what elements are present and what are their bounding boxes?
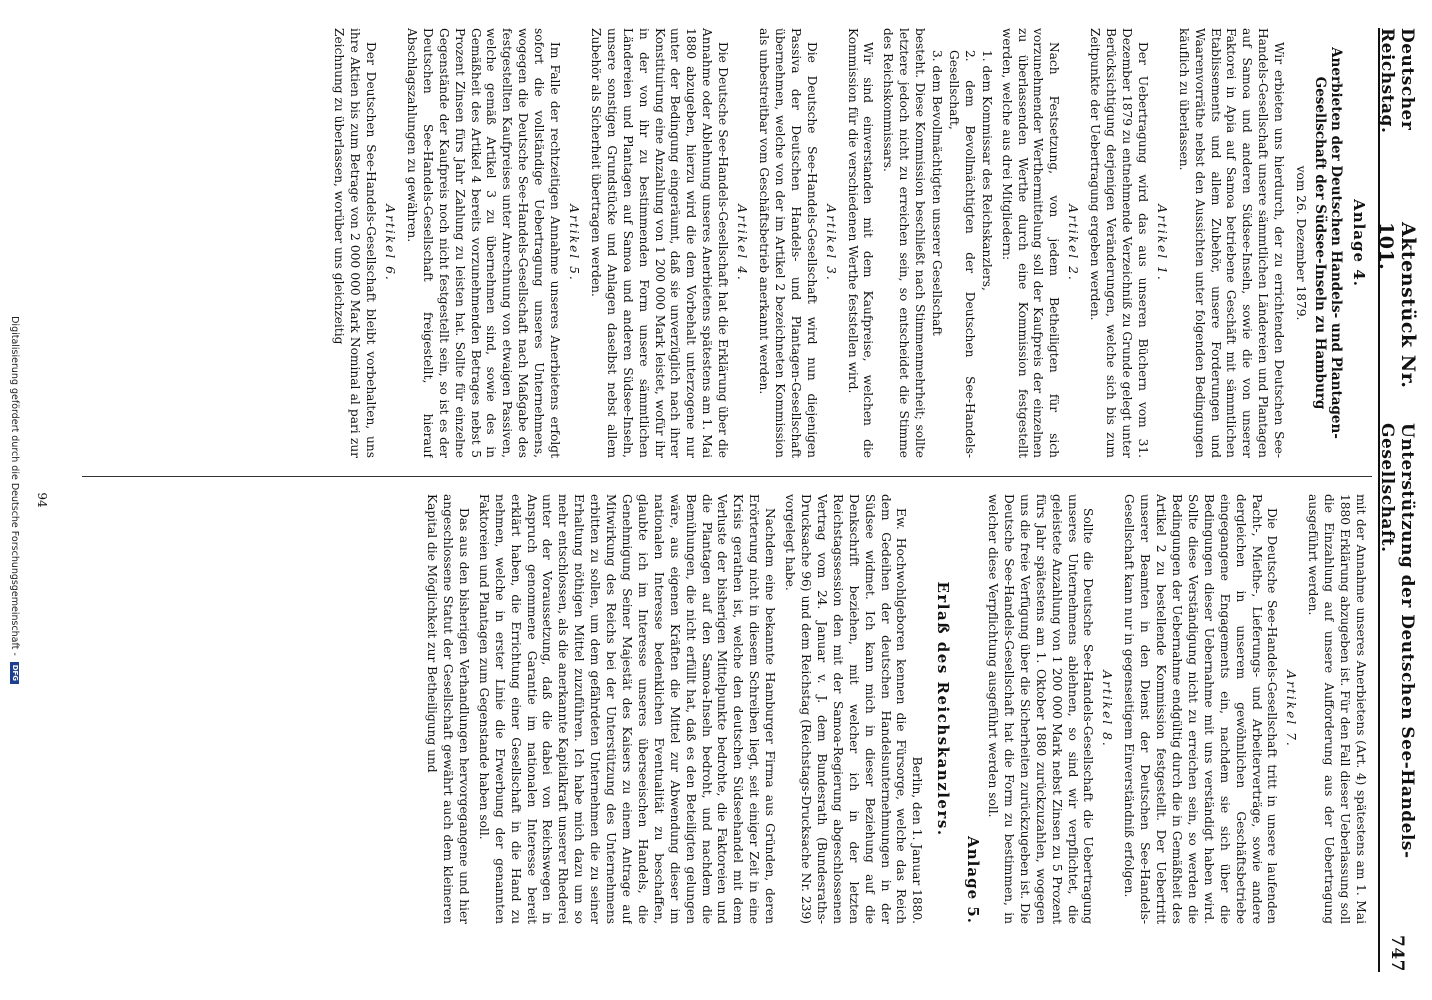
offer-heading: Anerbieten der Deutschen Handels- und Plantagen-Gesellschaft der Südsee-Inseln zu Hamburg — [1312, 47, 1345, 439]
article-3-title: Artikel 3. — [823, 204, 838, 282]
article-7-text: Die Deutsche See-Handels-Gesellschaft tritt in unsere laufenden Pacht-, Miethe-, Lieferungs- und Arbeiterverträge, sowie andere dergleichen in unserem gewöhnlichen Geschäftsbetriebe eingegangene Engagements ein, nachdem sie sich über die Bedingungen dieser Uebernahme mit uns verständigt haben wird. Sollte diese Verständigung nicht zu erreichen sein, so werden die Bedingungen der Uebernahme endgültig durch die in Gemäßheit des Artikel 2 zu bestellende Kommission festgestellt. Der Uebertritt unserer Beamten in den Dienst der Deutschen See-Handels-Gesellschaft kann nur in gegenseitigem Einverständniß erfolgen. — [1122, 494, 1280, 924]
anlage-4-label: Anlage 4. — [1350, 199, 1368, 287]
article-8-text: Sollte die Deutsche See-Handels-Gesellschaft die Uebertragung unseres Unternehmens ablehnen, so sind wir verpflichtet, die geleistete Anzahlung von 1 200 000 Mark nebst Zinsen zu 5 Prozent fürs Jahr spätestens am 1. Oktober 1880 zurückzuzahlen, wogegen uns die freie Verfügung über die Sicherheiten zurückzugeben ist. Die Deutsche See-Handels-Gesellschaft hat die Form zu bestimmen, in welcher diese Verpflichtung ausgeführt werden soll. — [986, 494, 1096, 924]
erlass-paragraph-1: Ew. Hochwohlgeboren kennen die Fürsorge, welche das Reich dem Gedeihen der deutschen Handelsunternehmungen in der Südsee widmet. Ich kann mich in dieser Beziehung auf die Denkschrift beziehen, mit welcher ich in der letzten Reichstagssession den mit der Samoa-Regierung abgeschlossenen Vertrag vom 24. Januar v. J. dem Bundesrath (Bundesraths-Drucksache 96) und dem Reichstag (Reichstags-Drucksache Nr. 239) vorgelegt habe. — [783, 494, 909, 924]
article-5-text: Im Falle der rechtzeitigen Annahme unseres Anerbietens erfolgt sofort die vollständige Uebertragung unseres Unternehmens, wogegen die Deutsche See-Handels-Gesellschaft nach Maßgabe des festgestellten Kaufpreises unter Anrechnung von etwaigen Passiven, welche gemäß Artikel 3 zu übernehmen sind, sowie des in Gemäßheit des Artikel 4 bereits vorzunehmenden Betrages nebst 5 Prozent Zinsen fürs Jahr Zahlung zu leisten hat. Sollte für einzelne Gegenstände der Kaufpreis noch nicht festgestellt sein, so ist es der Deutschen See-Handels-Gesellschaft freigestellt, hierauf Abschlagszahlungen zu gewähren. — [404, 28, 563, 458]
right-column — [83, 494, 1368, 924]
article-2-text-2: besteht. Diese Kommission beschließt nach Stimmenmehrheit; sollte letztere jedoch nicht zu erreichen sein, so entscheidet die Stimme des Reichskommissars. — [881, 28, 928, 458]
erlass-paragraph-3: Das aus den bisherigen Verhandlungen hervorgegangene und hier angeschlossene Statut der Gesellschaft gewährt auch dem kleineren Kapital die Möglichkeit zur Betheiligung und — [425, 494, 471, 924]
offer-intro: Wir erbieten uns hierdurch, der zu errichtenden Deutschen See-Handels-Gesellschaft unsere sämmtlichen Ländereien und Plantagen auf Samoa und anderen Südsee-Inseln, sowie die von unserer Faktorei in Apia auf Samoa betriebene Geschäft mit sämmtlichen Etablissements und allem Zubehör, unsere Forderungen und Waarenvorräthe nebst den Aussichten unter folgenden Bedingungen käuflich zu überlassen. — [1176, 28, 1287, 458]
page-number: 747 — [1387, 935, 1407, 972]
header-middle: Aktenstück Nr. 101. — [1375, 222, 1419, 389]
anlage-5-label: Anlage 5. — [964, 836, 983, 924]
article-8-title: Artikel 8. — [1100, 670, 1115, 748]
list-item: 1. dem Kommissar des Reichskanzlers, — [979, 50, 994, 291]
erlass-place-date: Berlin, den 1. Januar 1880. — [910, 756, 925, 924]
header-left: Deutscher Reichstag. — [1377, 28, 1417, 134]
article-1-text: Der Uebertragung wird das aus unseren Büchern vom 31. Dezember 1879 zu entnehmende Verzeichniß zu Grunde gelegt unter Berücksichtigung derjenigen Veränderungen, welche sich bis zum Zeitpunkte der Uebertragung ergeben werden. — [1088, 28, 1150, 458]
article-3-text: Die Deutsche See-Handels-Gesellschaft wird nun diejenigen Passiva der Deutschen Handels- und Plantagen-Gesellschaft übernehmen, welche von der im Artikel 2 bezeichneten Kommission als unbestreitbar vom Geschäftsbetrieb anerkannt werden. — [757, 28, 819, 458]
erlass-paragraph-2: Nachdem eine bekannte Hamburger Firma aus Gründen, deren Erörterung nicht in diesem Schreiben liegt, seit einiger Zeit in eine Krisis gerathen ist, welche den deutschen Südseehandel mit dem Verluste der bisherigen Mittelpunkte bedrohte, die Faktoreien und die Plantagen auf den Samoa-Inseln bedroht, und nachdem die Bemühungen, die nicht erfüllt hat, daß es den Beteiligten gelungen wäre, aus eigenen Kräften die Mittel zur Abwendung dieser im nationalen Interesse bedenklichen Eventualität zu beschaffen, glaubte ich im Interesse unseres überseeischen Handels, die Genehmigung Seiner Majestät des Kaisers zu einem Antrage auf Mitwirkung des Reichs bei der Unterstützung des Unternehmens erbitten zu sollen, um dem gefährdeten Unternehmen die zu seiner Erhaltung nöthigen Mittel zuzuführen. Ich habe mich dazu um so mehr entschlossen, als die anerkannte Kapitalkraft unserer Rhederei unter der Voraussetzung, daß die dabei von Reichswegen in Anspruch genommene Garantie im nationalen Interesse bereit erklärt haben, die Errichtung einer Gesellschaft in die Hand zu nehmen, welche in erster Linie die Erwerbung der genannten Faktoreien und Plantagen zum Gegenstande haben soll. — [476, 494, 778, 924]
running-header — [1375, 28, 1419, 972]
offer-date: vom 26. Dezember 1879. — [1294, 165, 1309, 321]
article-5-title: Artikel 5. — [567, 204, 582, 282]
article-2-title: Artikel 2. — [1066, 204, 1081, 282]
left-column — [83, 28, 1368, 458]
article-6-title: Artikel 6. — [383, 204, 398, 282]
digitization-note-text: Digitalisierung gefördert durch die Deutsche Forschungsgemeinschaft - — [9, 316, 20, 656]
dfg-logo: DFG — [10, 662, 19, 684]
continued-text: mit der Annahme unseres Anerbietens (Art. 4) spätestens am 1. Mai 1880 Erklärung abzugeben ist. Für den Fall dieser Ueberlassung soll die Einzahlung auf unsere Aufforderung aus der Uebertragung ausgeführt werden. — [1306, 494, 1368, 924]
article-4-text: Die Deutsche See-Handels-Gesellschaft hat die Erklärung über die Annahme oder Ablehnung unseres Anerbietens spätestens am 1. Mai 1880 abzugeben, hierzu wird die dem Vorbehalt unterzogene nur unter der Bedingung eingeräumt, daß sie unverzüglich nach ihrer Konstituirung eine Anzahlung von 1 200 000 Mark leistet, wofür ihr in der von ihr zu bestimmenden Form unsere sämmtlichen Ländereien und Plantagen auf Samoa und anderen Südsee-Inseln, unsere sonstigen Grundstücke und Anlagen daselbst nebst allem Zubehör als Sicherheit übertragen werden. — [588, 28, 731, 458]
article-2-text-3: Wir sind einverstanden mit dem Kaufpreise, welchen die Kommission für die verschiedenen Werthe feststellen wird. — [845, 28, 876, 458]
article-2-text: Nach Festsetzung, von jedem Betheiligten für sich vorzunehmender Werthermittelung soll der Kaufpreis der einzelnen zu überlassenden Werthe durch eine Kommission festgestellt werden, welche aus drei Mitgliedern: — [999, 28, 1062, 458]
header-right: Unterstützung der Deutschen See-Handels-Gesellschaft. — [1377, 423, 1417, 859]
list-item: 3. dem Bevollmächtigten unserer Gesellschaft — [930, 50, 945, 336]
article-6-text: Der Deutschen See-Handels-Gesellschaft bleibt vorbehalten, uns ihre Aktien bis zum Betrage von 2 000 000 Mark Nominal al pari zur Zeichnung zu überlassen, worüber uns gleichzeitig — [332, 28, 379, 458]
article-4-title: Artikel 4. — [735, 204, 750, 282]
page-footer: 94 — [35, 492, 49, 508]
article-7-title: Artikel 7. — [1284, 670, 1299, 748]
erlass-title: Erlaß des Reichskanzlers. — [934, 581, 953, 837]
digitization-note — [9, 0, 20, 1000]
list-item: 2. dem Bevollmächtigten der Deutschen See-Handels-Gesellschaft, — [946, 50, 977, 458]
column-divider — [82, 476, 1372, 477]
article-1-title: Artikel 1. — [1154, 204, 1169, 282]
